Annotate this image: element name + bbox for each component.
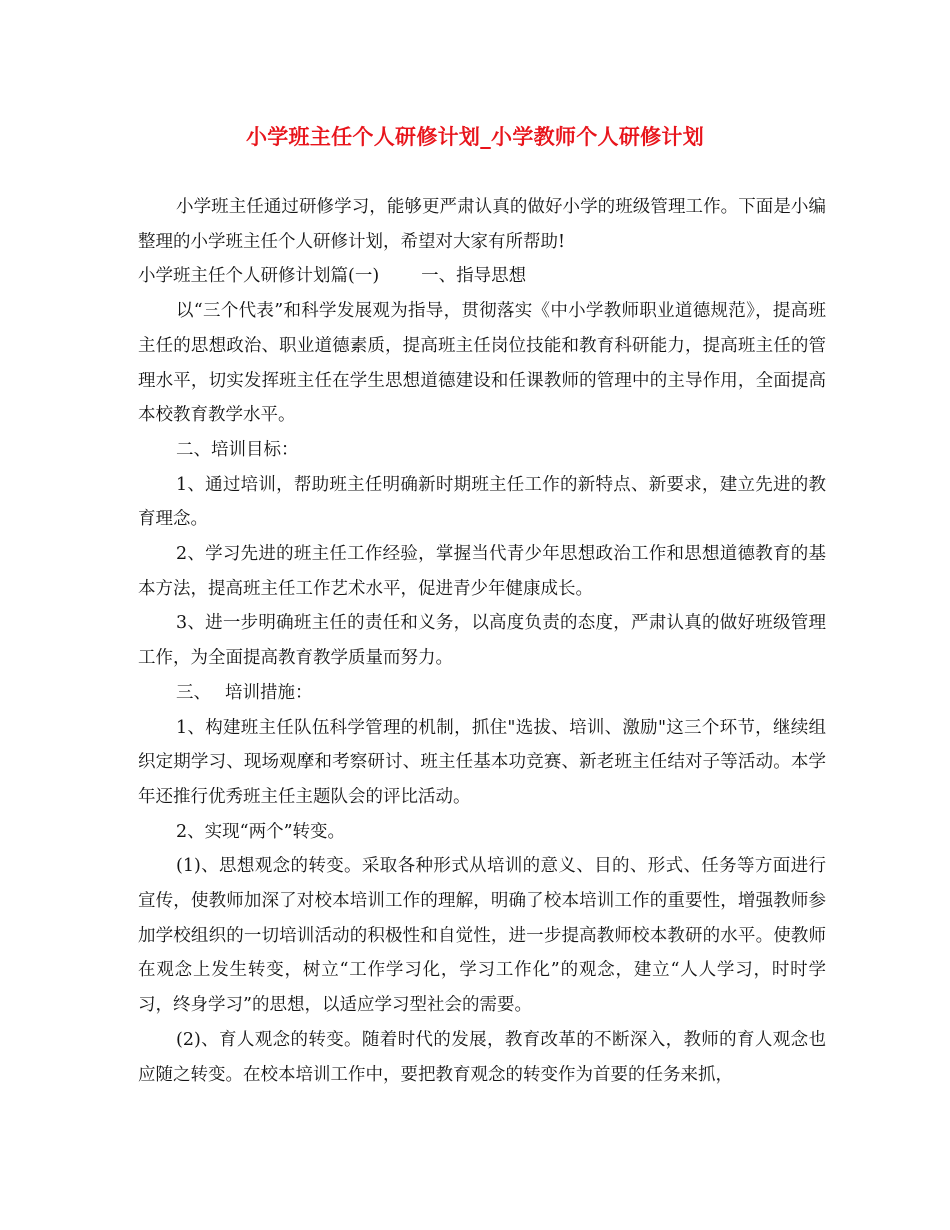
section-heading-line [138, 259, 826, 294]
measure-2-1-paragraph: (1)、思想观念的转变。采取各种形式从培训的意义、目的、形式、任务等方面进行宣传，使教师加深了对校本培训工作的理解，明确了校本培训工作的重要性，增强教师参加学校组织的一切培训活动的积极性和自觉性，进一步提高教师校本教研的水平。使教师在观念上发生转变，树立“工作学习化，学习工作化”的观念，建立“人人学习，时时学习，终身学习”的思想，以适应学习型社会的需要。 [138, 856, 826, 1016]
measure-1-paragraph: 1、构建班主任队伍科学管理的机制，抓住"选拔、培训、激励"这三个环节，继续组织定期学习、现场观摩和考察研讨、班主任基本功竞赛、新老班主任结对子等活动。本学年还推行优秀班主任主题队会的评比活动。 [138, 717, 826, 807]
section-3-heading-prefix: 三、 [176, 682, 211, 703]
measure-2-paragraph: 2、实现“两个”转变。 [176, 821, 346, 842]
goal-1-paragraph: 1、通过培训，帮助班主任明确新时期班主任工作的新特点、新要求，建立先进的教育理念。 [138, 474, 826, 530]
document-title: 小学班主任个人研修计划_小学教师个人研修计划 [245, 124, 705, 149]
document-body [138, 190, 826, 1092]
section-3-heading-line [138, 676, 826, 711]
intro-paragraph: 小学班主任通过研修学习，能够更严肃认真的做好小学的班级管理工作。下面是小编整理的小学班主任个人研修计划，希望对大家有所帮助! [138, 197, 826, 252]
section-2-heading: 二、培训目标： [176, 439, 299, 460]
section-3-heading: 培训措施： [225, 682, 313, 703]
goal-3-paragraph: 3、进一步明确班主任的责任和义务，以高度负责的态度，严肃认真的做好班级管理工作，为全面提高教育教学质量而努力。 [138, 613, 826, 669]
section-heading: 小学班主任个人研修计划篇(一) [138, 266, 380, 287]
section-1-heading: 一、指导思想 [421, 266, 527, 287]
measure-2-2-paragraph: (2)、育人观念的转变。随着时代的发展，教育改革的不断深入，教师的育人观念也应随之转变。在校本培训工作中，要把教育观念的转变作为首要的任务来抓， [138, 1029, 826, 1085]
section-1-paragraph: 以“三个代表”和科学发展观为指导，贯彻落实《中小学教师职业道德规范》，提高班主任的思想政治、职业道德素质，提高班主任岗位技能和教育科研能力，提高班主任的管理水平，切实发挥班主任在学生思想道德建设和任课教师的管理中的主导作用，全面提高本校教育教学水平。 [138, 301, 826, 426]
goal-2-paragraph: 2、学习先进的班主任工作经验，掌握当代青少年思想政治工作和思想道德教育的基本方法，提高班主任工作艺术水平，促进青少年健康成长。 [138, 544, 826, 599]
